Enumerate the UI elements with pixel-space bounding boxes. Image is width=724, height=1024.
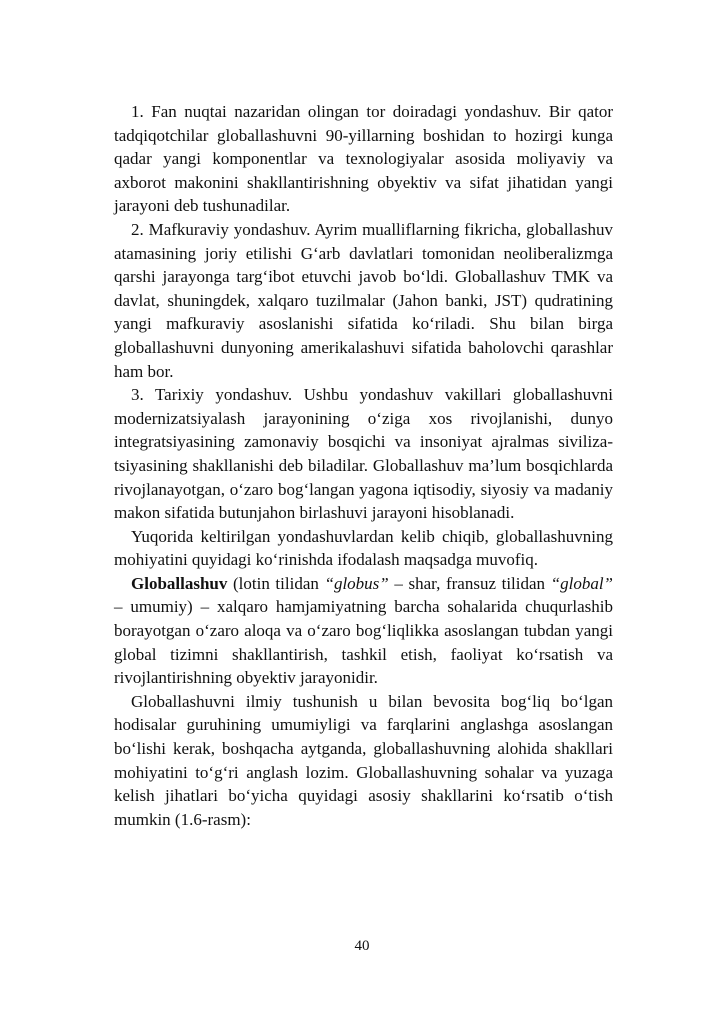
- body-text: [114, 100, 613, 831]
- paragraph-definition: [114, 572, 613, 690]
- definition-globus: “globus”: [324, 573, 389, 593]
- definition-global: “global”: [550, 573, 613, 593]
- paragraph-narrow-approach: 1. Fan nuqtai nazaridan olingan tor doiradagi yondashuv. Bir qator tadqiqotchilar globallashuvni 90-yillarning boshidan to hozirgi kunga qadar yangi komponentlar va texnologiyalar asosida moliyaviy va axborot makonini shakllantirishning obyektiv va sifat jihatidan yangi jarayoni deb tushunadilar.: [114, 102, 613, 216]
- paragraph-ideological-approach: 2. Mafkuraviy yondashuv. Ayrim mualliflarning fikricha, globallashuv atamasining joriy etilishi G‘arb davlatlari tomonidan neoliberalizmga qarshi jarayonga targ‘ibot etuvchi javob bo‘ldi. Globallashuv TMK va davlat, shuningdek, xalqaro tuzilmalar (Jahon banki, JST) qudratining yangi mafkuraviy asoslanishi sifatida ko‘riladi. Shu bilan birga globallashuvni dunyoning amerikalashuvi sifatida baholovchi qarashlar ham bor.: [114, 219, 613, 381]
- paragraph-conclusion: Yuqorida keltirilgan yondashuvlardan kelib chiqib, globallashuvning mohiyatini quyidagi ko‘rinishda ifodalash maqsadga muvofiq.: [114, 526, 613, 570]
- definition-text-3: – umumiy) – xalqaro hamjamiyatning barcha sohalarida chuqurlashib borayotgan o‘zaro aloqa va o‘zaro bog‘liqlikka asoslangan tubdan yangi global tizimni shakllantirish, tashkil etish, faoliyat ko‘rsatish va rivojlantirishning obyektiv jarayonidir.: [114, 597, 613, 688]
- paragraph-forms-intro: Globallashuvni ilmiy tushunish u bilan bevosita bog‘liq bo‘lgan hodisalar guruhining umumiyligi va farqlarini anglashga asoslangan bo‘lishi kerak, boshqacha aytganda, globallashuvning alohida shakllari mohiyatini to‘g‘ri anglash lozim. Globallashuvning sohalar va yuzaga kelish jihatlari bo‘yicha quyidagi asosiy shakllarini ko‘rsatib o‘tish mumkin (1.6-rasm):: [114, 691, 613, 829]
- page-number: 40: [354, 938, 370, 954]
- definition-term: Globallashuv: [131, 573, 228, 593]
- paragraph-historical-approach: 3. Tarixiy yondashuv. Ushbu yondashuv vakillari globallashuvni modernizatsiyalash jarayonining o‘ziga xos rivojlanishi, dunyo integratsiyasining zamonaviy bosqichi va insoniyat ajralmas sivilizatsiyasining shakllanishi deb biladilar. Globallashuv ma’lum bosqichlarda rivojlanayotgan, o‘zaro bog‘langan yagona iqtisodiy, siyosiy va madaniy makon sifatida butunjahon birlashuvi jarayoni hisoblanadi.: [114, 385, 613, 523]
- definition-text-2: – shar, fransuz tilidan: [388, 573, 551, 593]
- definition-text-1: (lotin tilidan: [227, 573, 325, 593]
